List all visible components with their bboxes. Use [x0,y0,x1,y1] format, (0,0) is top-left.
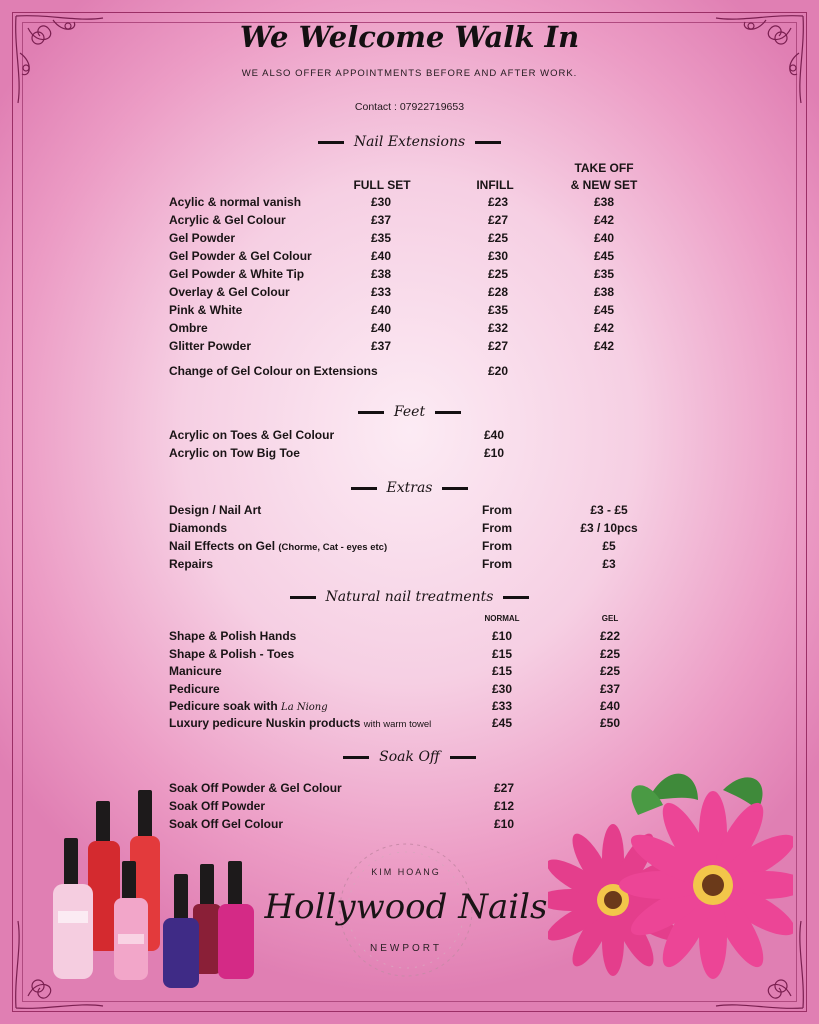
service-name: Glitter Powder [169,339,252,353]
price-gel: £40 [599,699,621,713]
section-title-natural-nail-treatments [0,589,819,605]
price-take-off: £42 [593,213,615,227]
service-price: £3 - £5 [590,503,628,517]
section-title-text: Soak Off [379,749,440,765]
price-gel: £37 [599,682,621,696]
column-header-new-set: & NEW SET [570,178,638,192]
column-header-gel: GEL [601,614,619,623]
owner-name: KIM HOANG [371,867,441,877]
table-row [169,319,669,337]
price-full-set: £33 [370,285,392,299]
table-row [169,301,669,319]
price-full-set: £38 [370,267,392,281]
price-infill: £28 [487,285,509,299]
price-take-off: £45 [593,303,615,317]
service-price: £10 [483,446,505,460]
appointments-note: WE ALSO OFFER APPOINTMENTS BEFORE AND AFTER WORK. [241,68,578,79]
from-label: From [482,557,512,571]
business-location: NEWPORT [370,943,442,954]
service-name: Gel Powder & White Tip [169,267,305,281]
service-price: £27 [493,781,515,795]
service-name-text: Pedicure soak with [169,699,278,713]
column-header-normal: NORMAL [484,614,520,623]
title-bar-icon [343,756,369,759]
price-infill: £35 [487,303,509,317]
price-normal: £15 [491,647,513,661]
business-name: Hollywood Nails [264,887,548,927]
service-name: Manicure [169,664,222,678]
price-take-off: £42 [593,339,615,353]
table-row [169,265,669,283]
change-gel-colour-price: £20 [487,364,509,378]
column-header-full-set: FULL SET [353,178,411,192]
service-name: Soak Off Powder [169,799,266,813]
price-infill: £32 [487,321,509,335]
section-title-text: Nail Extensions [353,134,466,150]
service-name: Shape & Polish - Toes [169,647,295,661]
price-full-set: £40 [370,303,392,317]
price-take-off: £35 [593,267,615,281]
column-header-infill: INFILL [476,178,514,192]
service-name: Acrylic on Toes & Gel Colour [169,428,335,442]
service-name: Pink & White [169,303,243,317]
nail-extensions-table [169,193,669,355]
service-name: Acylic & normal vanish [169,195,302,209]
service-name: Overlay & Gel Colour [169,285,290,299]
price-normal: £30 [491,682,513,696]
service-price: £3 / 10pcs [580,521,638,535]
from-label: From [482,521,512,535]
service-name: Acrylic & Gel Colour [169,213,286,227]
title-bar-icon [358,411,384,414]
change-gel-colour-label: Change of Gel Colour on Extensions [169,364,378,378]
service-note: (Chorme, Cat - eyes etc) [278,542,388,553]
section-title-text: Extras [386,480,433,496]
title-bar-icon [290,596,316,599]
price-infill: £25 [487,231,509,245]
price-take-off: £38 [593,285,615,299]
price-infill: £25 [487,267,509,281]
service-price: £40 [483,428,505,442]
title-bar-icon [435,411,461,414]
service-price: £12 [493,799,515,813]
price-take-off: £40 [593,231,615,245]
service-price: £10 [493,817,515,831]
table-row [169,211,669,229]
price-infill: £27 [487,213,509,227]
section-title-nail-extensions [0,134,819,150]
service-price: £5 [602,539,616,553]
service-name [169,714,431,734]
service-name: Ombre [169,321,208,335]
brand-logo [256,835,556,985]
title-bar-icon [351,487,377,490]
column-header-take-off: TAKE OFF [574,161,634,175]
section-title-text: Natural nail treatments [325,589,494,605]
service-name [169,537,387,557]
price-normal: £10 [491,629,513,643]
service-note: with warm towel [363,719,432,730]
price-normal: £33 [491,699,513,713]
price-full-set: £30 [370,195,392,209]
price-full-set: £40 [370,249,392,263]
table-row [169,247,669,265]
table-row [169,337,669,355]
section-title-feet [0,404,819,420]
service-name: Gel Powder & Gel Colour [169,249,312,263]
price-full-set: £37 [370,339,392,353]
price-full-set: £40 [370,321,392,335]
price-full-set: £37 [370,213,392,227]
from-label: From [482,539,512,553]
title-bar-icon [450,756,476,759]
pink-gerbera-flowers-image [548,760,793,980]
title-bar-icon [442,487,468,490]
price-infill: £30 [487,249,509,263]
service-name: Soak Off Gel Colour [169,817,284,831]
table-row [169,283,669,301]
section-title-extras [0,480,819,496]
brand-name: La Niong [281,702,328,713]
price-normal: £15 [491,664,513,678]
table-row [169,193,669,211]
from-label: From [482,503,512,517]
price-gel: £22 [599,629,621,643]
price-gel: £25 [599,664,621,678]
service-name-text: Nail Effects on Gel [169,539,276,553]
service-name: Soak Off Powder & Gel Colour [169,781,342,795]
table-row [169,229,669,247]
title-bar-icon [503,596,529,599]
section-title-text: Feet [393,404,426,420]
service-name: Repairs [169,557,214,571]
service-name: Shape & Polish Hands [169,629,297,643]
price-take-off: £38 [593,195,615,209]
price-take-off: £45 [593,249,615,263]
price-full-set: £35 [370,231,392,245]
service-name: Pedicure [169,682,220,696]
title-bar-icon [475,141,501,144]
price-gel: £50 [599,716,621,730]
price-infill: £27 [487,339,509,353]
service-name: Diamonds [169,521,228,535]
service-name: Acrylic on Tow Big Toe [169,446,300,460]
price-gel: £25 [599,647,621,661]
price-normal: £45 [491,716,513,730]
nail-polish-bottles-image [48,786,268,996]
title-bar-icon [318,141,344,144]
page-title: We Welcome Walk In [239,20,580,54]
service-name-text: Luxury pedicure Nuskin products [169,716,361,730]
contact-phone: Contact : 07922719653 [354,101,465,113]
price-infill: £23 [487,195,509,209]
service-price: £3 [602,557,616,571]
service-name: Gel Powder [169,231,236,245]
service-name: Design / Nail Art [169,503,262,517]
price-take-off: £42 [593,321,615,335]
